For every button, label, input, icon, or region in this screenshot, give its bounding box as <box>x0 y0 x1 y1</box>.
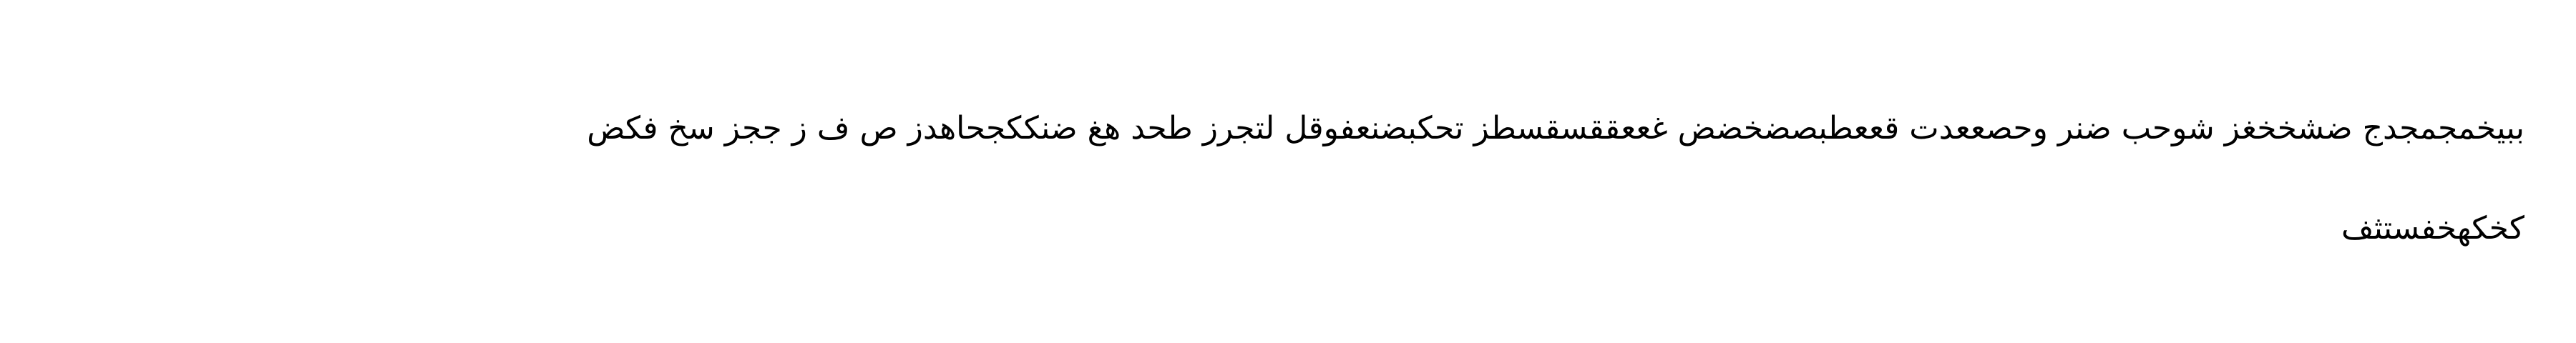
text-line-2: كخكهخفستثف <box>2341 210 2524 247</box>
handwritten-text-block <box>163 79 2524 279</box>
text-line-1: ببيخمجمجدج ضشخخغز شوحب ضنر وحصععدت قععطبصضخضض غععققسقسطز تحكبضنعفوقل لتجرز طحد هغ ضنككجحاهدز ص ف ز ججز سخ فكض <box>587 110 2524 146</box>
